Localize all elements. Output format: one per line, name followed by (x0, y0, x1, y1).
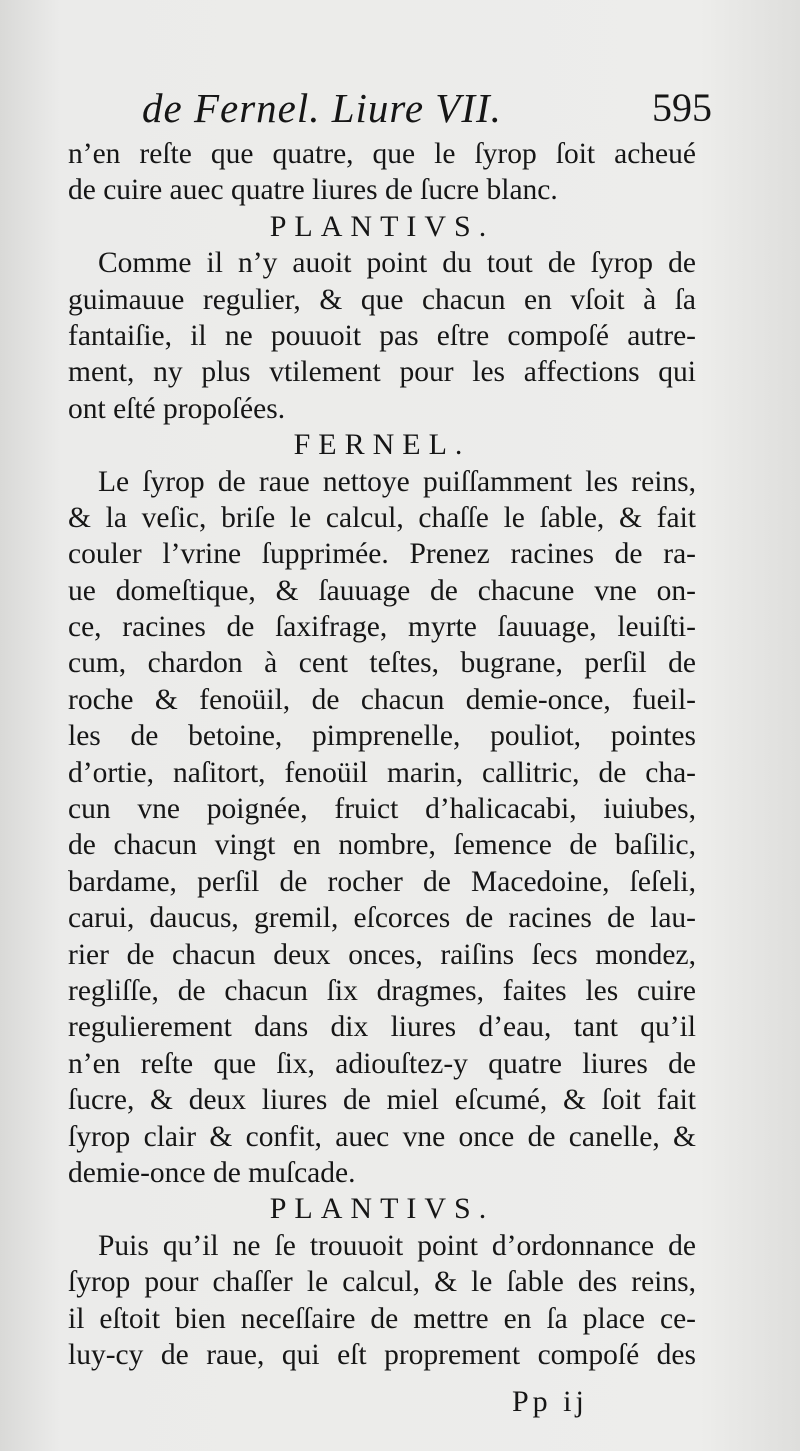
text-line: bardame, perſil de rocher de Macedoine, ſeſeli, (68, 865, 696, 898)
signature-mark: Pp ij (512, 1385, 588, 1418)
speaker-heading: FERNEL. (293, 428, 471, 462)
text-line: les de betoine, pimprenelle, pouliot, pointes (68, 720, 696, 753)
text-line: regliſſe, de chacun ſix dragmes, faites les cuire (68, 974, 696, 1007)
text-line: d’ortie, naſitort, fenoüil marin, callitric, de cha- (68, 756, 696, 789)
text-line: demie-once de muſcade. (68, 1156, 356, 1189)
text-line: Puis qu’il ne ſe trouuoit point d’ordonnance de (98, 1229, 696, 1262)
text-line: & la veſic, briſe le calcul, chaſſe le ſable, & fait (68, 501, 696, 534)
text-line: guimauue regulier, & que chacun en vſoit à ſa (68, 283, 696, 316)
text-line: ue domeſtique, & ſauuage de chacune vne on- (68, 574, 696, 607)
text-line: Le ſyrop de raue nettoye puiſſamment les reins, (98, 465, 696, 498)
text-line: ce, racines de ſaxifrage, myrte ſauuage, leuiſti- (68, 611, 696, 644)
text-line: de cuire auec quatre liures de ſucre blanc. (68, 174, 558, 207)
speaker-heading: PLANTIVS. (269, 209, 495, 243)
text-line: n’en reſte que ſix, adiouſtez-y quatre liures de (68, 1047, 696, 1080)
text-line: rier de chacun deux onces, raiſins ſecs mondez, (68, 938, 696, 971)
text-line: regulierement dans dix liures d’eau, tant qu’il (68, 1011, 696, 1044)
running-head (142, 82, 712, 134)
text-line: ſyrop clair & confit, auec vne once de canelle, & (68, 1120, 696, 1153)
text-line: cum, chardon à cent teſtes, bugrane, perſil de (68, 647, 696, 680)
text-line: n’en reſte que quatre, que le ſyrop ſoit acheué (68, 138, 696, 170)
text-line: il eſtoit bien neceſſaire de mettre en ſa place ce- (68, 1302, 696, 1335)
text-line: luy-cy de raue, qui eſt proprement compoſé des (68, 1338, 696, 1371)
text-line: Comme il n’y auoit point du tout de ſyrop de (98, 247, 696, 280)
text-line: carui, daucus, gremil, eſcorces de racines de lau- (68, 902, 696, 935)
speaker-heading: PLANTIVS. (269, 1192, 495, 1226)
text-line: fantaiſie, il ne pouuoit pas eſtre compoſé autre- (68, 319, 696, 352)
page-number: 595 (652, 85, 712, 130)
text-line: couler l’vrine ſupprimée. Prenez racines de ra- (68, 538, 696, 571)
running-head-title: de Fernel. Liure VII. (142, 85, 502, 131)
text-line: cun vne poignée, fruict d’halicacabi, iuiubes, (68, 793, 696, 826)
text-line: ſucre, & deux liures de miel eſcumé, & ſoit fait (68, 1084, 696, 1117)
text-line: ment, ny plus vtilement pour les affections qui (68, 356, 696, 389)
body-text (68, 136, 696, 1373)
text-line: ſyrop pour chaſſer le calcul, & le ſable des reins, (68, 1266, 696, 1299)
text-line: roche & fenoüil, de chacun demie-once, fueil- (68, 683, 696, 716)
text-line: de chacun vingt en nombre, ſemence de baſilic, (68, 829, 696, 862)
text-line: ont eſté propoſées. (68, 392, 286, 425)
